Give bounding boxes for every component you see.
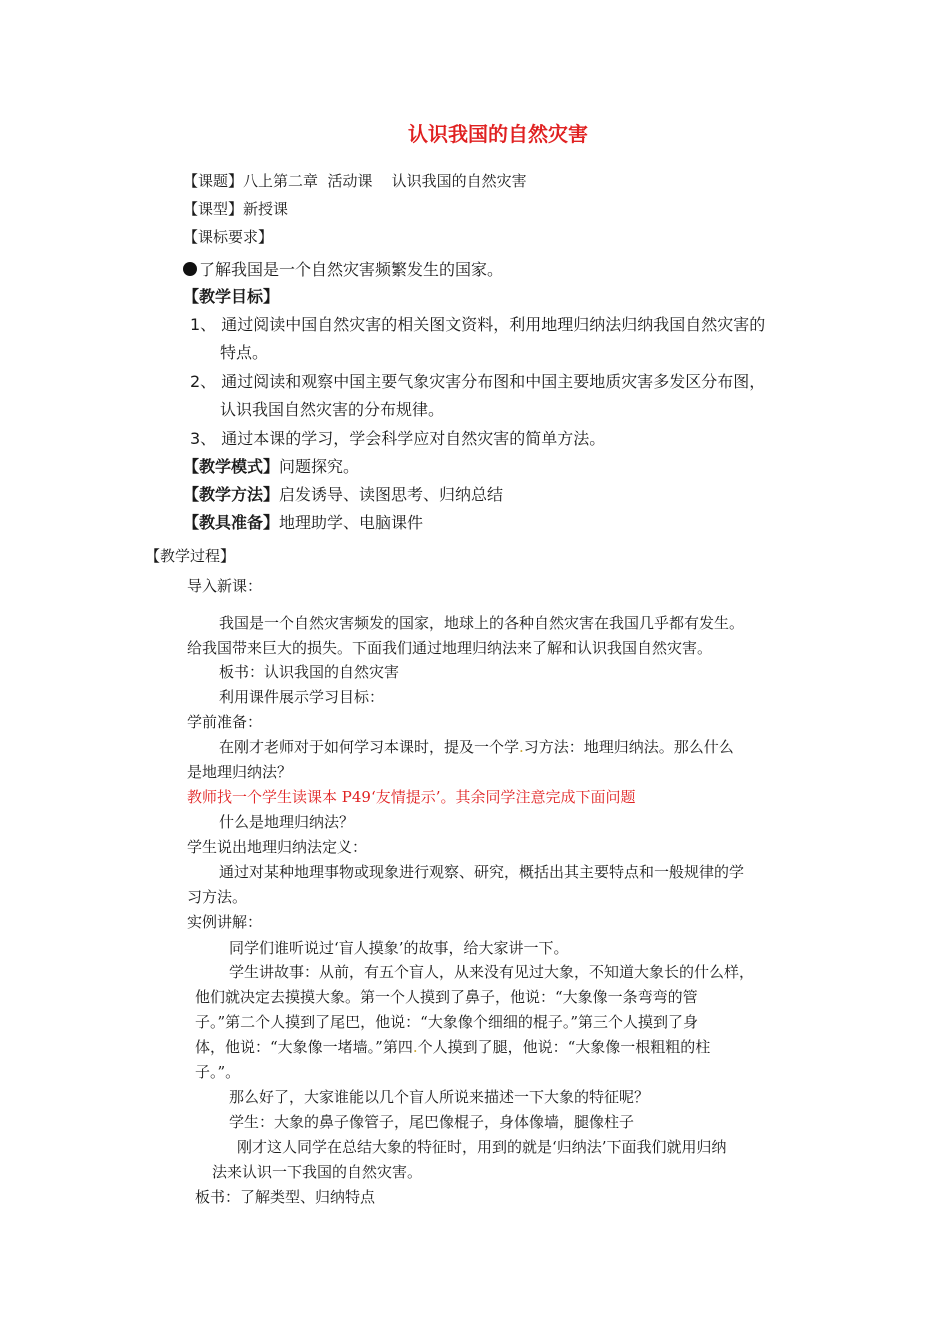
- type-value: 新授课: [243, 200, 289, 218]
- standard-label: 【课标要求】: [183, 228, 274, 246]
- topic-line: [183, 170, 527, 192]
- goal-item-2: 2、 通过阅读和观察中国主要气象灾害分布图和中国主要地质灾害多发区分布图，: [190, 372, 766, 391]
- process-heading: 【教学过程】: [145, 547, 236, 565]
- goal-item-3: 3、 通过本课的学习，学会科学应对自然灾害的简单方法。: [190, 429, 606, 448]
- definition-line1: 通过对某种地理事物或现象进行观察、研究，概括出其主要特点和一般规律的学: [219, 863, 745, 881]
- story-line4-a: 体，他说：“大象像一堵墙。”第四: [195, 1038, 413, 1056]
- story-line1: 学生讲故事：从前，有五个盲人，从来没有见过大象，不知道大象长的什么样，: [229, 963, 755, 981]
- summary-line1: 刚才这人同学在总结大象的特征时，用到的就是‘归纳法’下面我们就用归纳: [237, 1138, 727, 1156]
- standard-item: [183, 259, 503, 281]
- show-goals-line: 利用课件展示学习目标：: [219, 688, 385, 706]
- mode-line: [183, 456, 359, 478]
- goal-item-2-cont: 认识我国自然灾害的分布规律。: [220, 400, 445, 419]
- page-title: 认识我国的自然灾害: [408, 122, 588, 146]
- definition-line2: 习方法。: [187, 888, 248, 906]
- story-prompt: 同学们谁听说过‘盲人摸象’的故事，给大家讲一下。: [229, 939, 569, 957]
- prep-text-a: 在刚才老师对于如何学习本课时，提及一个学: [219, 738, 520, 756]
- topic-label: 【课题】: [183, 172, 244, 190]
- intro-paragraph-line2: 给我国带来巨大的损失。下面我们通过地理归纳法来了解和认识我国自然灾害。: [187, 639, 713, 657]
- intro-label: 导入新课：: [187, 577, 263, 595]
- type-label: 【课型】: [183, 200, 244, 218]
- example-label: 实例讲解：: [187, 913, 263, 931]
- goal-item-1: 1、 通过阅读中国自然灾害的相关图文资料，利用地理归纳法归纳我国自然灾害的: [190, 315, 766, 334]
- prep-paragraph-line1: [219, 736, 734, 758]
- tools-line: [183, 512, 423, 534]
- mode-value: 问题探究。: [279, 457, 360, 476]
- story-line4-b: 个人摸到了腿，他说：“大象像一根粗粗的柱: [417, 1038, 711, 1056]
- standard-item-text: 了解我国是一个自然灾害频繁发生的国家。: [199, 260, 504, 279]
- tools-label: 【教具准备】: [183, 513, 280, 532]
- prep-text-b: 习方法：地理归纳法。那么什么: [523, 738, 734, 756]
- question-describe: 那么好了，大家谁能以几个盲人所说来描述一下大象的特征呢？: [229, 1088, 650, 1106]
- method-value: 启发诱导、读图思考、归纳总结: [279, 485, 504, 504]
- goals-heading: 【教学目标】: [183, 287, 280, 306]
- story-line3: 子。”第二个人摸到了尾巴，他说：“大象像个细细的棍子。”第三个人摸到了身: [195, 1013, 699, 1031]
- bullet-icon: [183, 262, 197, 276]
- board-note-2: 板书：了解类型、归纳特点: [195, 1188, 376, 1206]
- goal-item-1-cont: 特点。: [220, 343, 269, 362]
- method-line: [183, 484, 503, 506]
- story-line4: [195, 1036, 710, 1058]
- story-line5: 子。”。: [195, 1063, 241, 1081]
- prep-paragraph-line2: 是地理归纳法？: [187, 763, 293, 781]
- mode-label: 【教学模式】: [183, 457, 280, 476]
- teacher-instruction: 教师找一个学生读课本 P49‘友情提示’。其余同学注意完成下面问题: [187, 788, 636, 806]
- question-line: 什么是地理归纳法？: [219, 813, 355, 831]
- intro-paragraph-line1: 我国是一个自然灾害频发的国家，地球上的各种自然灾害在我国几乎都有发生。: [219, 614, 745, 632]
- definition-label: 学生说出地理归纳法定义：: [187, 838, 368, 856]
- story-line2: 他们就决定去摸摸大象。第一个人摸到了鼻子，他说：“大象像一条弯弯的管: [195, 988, 698, 1006]
- method-label: 【教学方法】: [183, 485, 280, 504]
- type-line: [183, 198, 288, 220]
- stray-dot: .: [519, 738, 524, 756]
- summary-line2: 法来认识一下我国的自然灾害。: [212, 1163, 423, 1181]
- tools-value: 地理助学、电脑课件: [279, 513, 424, 532]
- topic-value: 八上第二章 活动课 认识我国的自然灾害: [243, 172, 527, 190]
- student-answer: 学生：大象的鼻子像管子，尾巴像棍子，身体像墙，腿像柱子: [229, 1113, 635, 1131]
- board-note-1: 板书：认识我国的自然灾害: [219, 663, 400, 681]
- prep-label: 学前准备：: [187, 713, 263, 731]
- stray-dot-2: .: [412, 1038, 418, 1056]
